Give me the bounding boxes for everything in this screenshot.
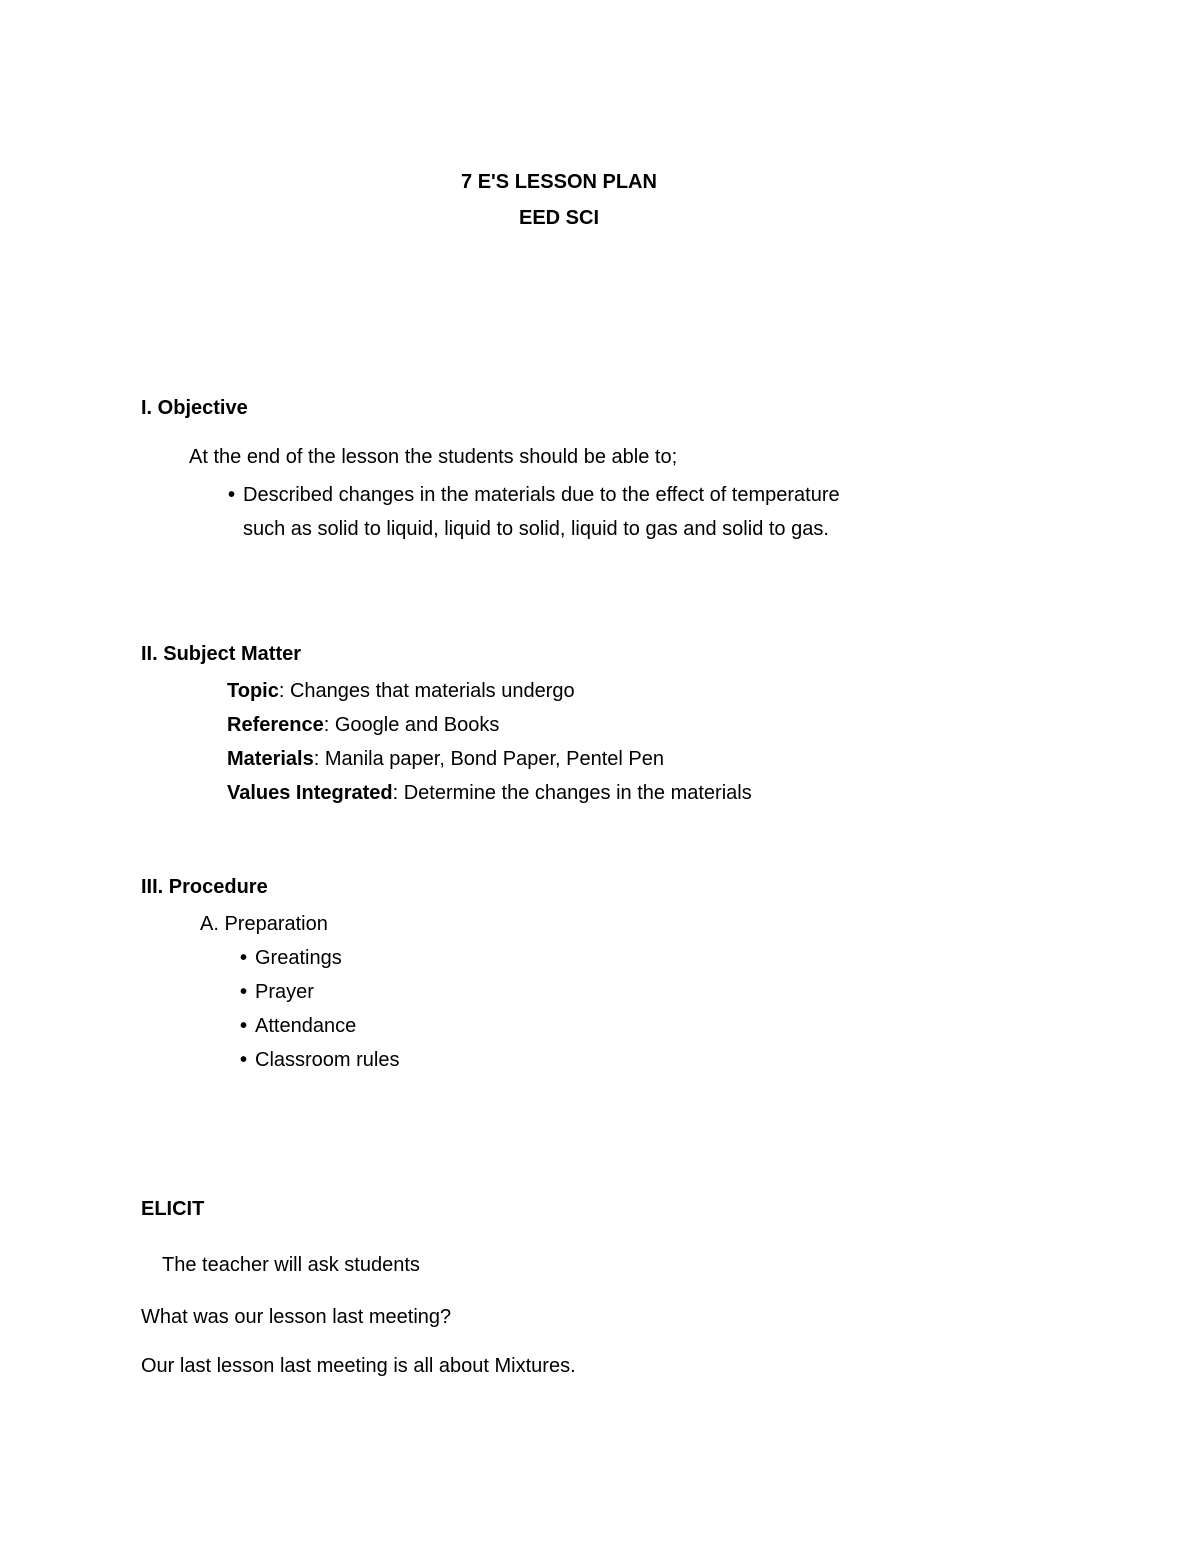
document-title: 7 E'S LESSON PLAN [461,171,657,193]
subject-matter-heading: II. Subject Matter [141,643,302,665]
list-item-label: Attendance [255,1015,357,1037]
elicit-heading: ELICIT [141,1198,205,1220]
preparation-heading: A. Preparation [200,913,328,935]
reference-row [227,713,499,737]
elicit-answer: Our last lesson last meeting is all about Mixtures. [141,1355,576,1377]
list-item [240,980,314,1004]
list-item-label: Classroom rules [255,1049,400,1071]
materials-label: Materials [227,748,314,770]
values-row [227,781,752,805]
objective-heading: I. Objective [141,397,248,419]
list-item [240,946,342,970]
procedure-heading: III. Procedure [141,876,268,898]
objective-bullet-line1: Described changes in the materials due to the effect of temperature [243,484,840,506]
elicit-line-1: The teacher will ask students [162,1254,420,1276]
reference-label: Reference [227,714,324,736]
topic-label: Topic [227,680,279,702]
topic-value: : Changes that materials undergo [278,680,575,702]
values-label: Values Integrated [227,782,393,804]
elicit-question: What was our lesson last meeting? [141,1306,452,1328]
objective-intro: At the end of the lesson the students should be able to; [189,446,678,468]
list-item [240,1048,399,1072]
document-subtitle: EED SCI [518,207,600,229]
objective-bullet-line2: such as solid to liquid, liquid to solid, liquid to gas and solid to gas. [243,518,829,540]
materials-value: : Manila paper, Bond Paper, Pentel Pen [313,748,664,770]
reference-value: : Google and Books [323,714,500,736]
materials-row [227,747,664,771]
list-item [240,1014,356,1038]
values-value: : Determine the changes in the materials [392,782,752,804]
topic-row [227,679,575,703]
list-item-label: Prayer [255,981,314,1003]
list-item-label: Greatings [255,947,342,969]
objective-bullet [228,483,840,507]
